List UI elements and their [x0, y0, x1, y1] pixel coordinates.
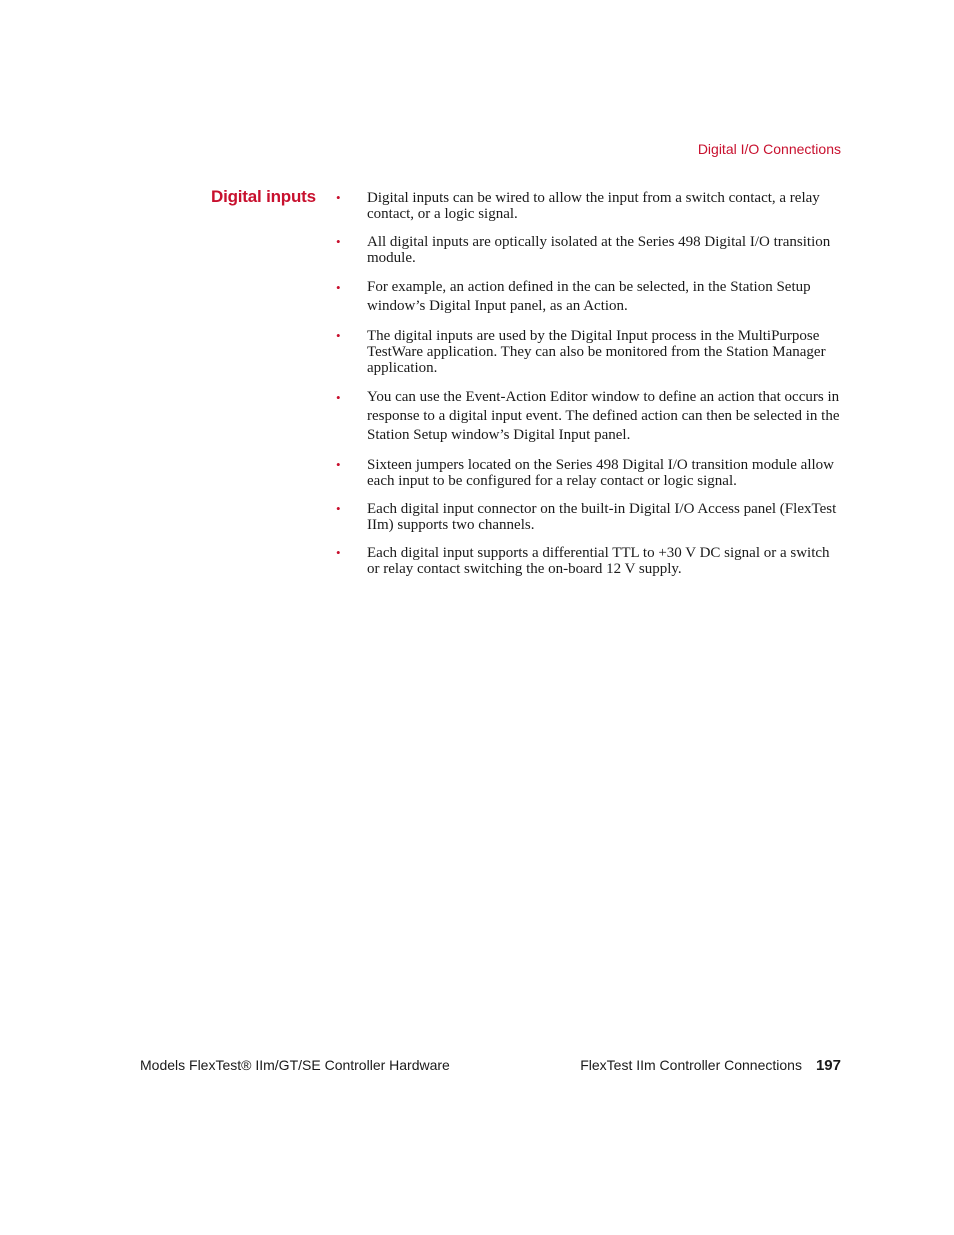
- list-item-text: Each digital input connector on the built-in Digital I/O Access panel (FlexTest IIm) supports two channels.: [367, 501, 837, 533]
- list-item: [336, 190, 842, 222]
- section-heading: Digital inputs: [211, 187, 316, 206]
- list-item-text: All digital inputs are optically isolated at the Series 498 Digital I/O transition module.: [367, 234, 831, 266]
- bullet-icon: •: [336, 280, 341, 295]
- list-item: [336, 234, 842, 266]
- bullet-icon: •: [336, 328, 341, 343]
- bullet-icon: •: [336, 501, 341, 516]
- bullet-icon: •: [336, 234, 341, 249]
- list-item-text: For example, an action defined in the can be selected, in the Station Setup window’s Digital Input panel, as an Action.: [367, 279, 811, 314]
- list-item-text: Digital inputs can be wired to allow the input from a switch contact, a relay contact, or a logic signal.: [367, 190, 820, 222]
- bullet-icon: •: [336, 390, 341, 405]
- list-item: [336, 501, 842, 533]
- running-header: Digital I/O Connections: [697, 141, 841, 157]
- list-item-text: Sixteen jumpers located on the Series 498 Digital I/O transition module allow each input to be configured for a relay contact or logic signal.: [367, 457, 834, 489]
- footer-book-title: Models FlexTest® IIm/GT/SE Controller Hardware: [140, 1057, 450, 1073]
- list-item-text: Each digital input supports a differential TTL to +30 V DC signal or a switch or relay contact switching the on-board 12 V supply.: [367, 545, 830, 577]
- footer-chapter-title: FlexTest IIm Controller Connections: [580, 1057, 802, 1073]
- list-item-text: The digital inputs are used by the Digital Input process in the MultiPurpose TestWare application. They can also be monitored from the Station Manager application.: [367, 328, 826, 376]
- list-item: [336, 457, 842, 489]
- list-item: [336, 328, 842, 376]
- list-item: [336, 388, 842, 445]
- list-item: [336, 545, 842, 577]
- bullet-list: [336, 190, 842, 589]
- list-item-text: You can use the Event-Action Editor window to define an action that occurs in response to a digital input event. The defined action can then be selected in the Station Setup window’s Digital Input panel.: [367, 389, 840, 443]
- footer-right: [580, 1057, 841, 1074]
- page-number: 197: [815, 1057, 841, 1074]
- list-item: [336, 278, 842, 316]
- bullet-icon: •: [336, 190, 341, 205]
- bullet-icon: •: [336, 457, 341, 472]
- bullet-icon: •: [336, 545, 341, 560]
